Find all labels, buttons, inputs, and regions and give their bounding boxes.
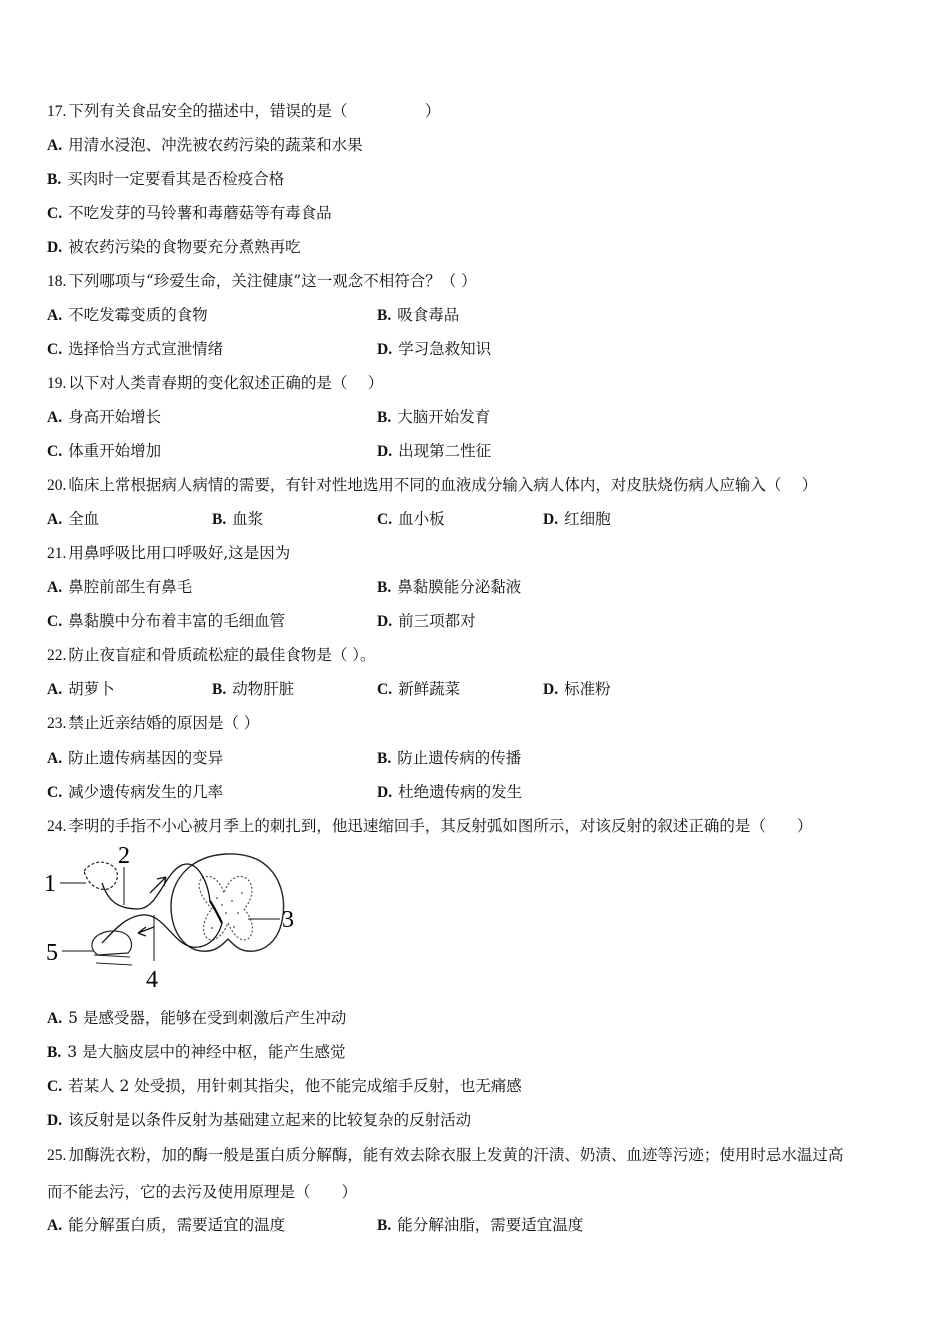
question-23-stem: 23. 禁止近亲结婚的原因是（ ） bbox=[47, 714, 260, 732]
q23-option-b: B. 防止遗传病的传播 bbox=[377, 749, 522, 767]
question-24-stem: 24. 李明的手指不小心被月季上的刺扎到，他迅速缩回手，其反射弧如图所示，对该反射的叙述正确的是（ ） bbox=[47, 817, 813, 835]
q25-option-b: B. 能分解油脂，需要适宜温度 bbox=[377, 1216, 584, 1234]
q21-option-d: D. 前三项都对 bbox=[377, 612, 476, 630]
figure-label-3: 3 bbox=[282, 907, 294, 933]
q24-option-a: A. 5 是感受器，能够在受到刺激后产生冲动 bbox=[47, 1009, 347, 1027]
q18-option-c: C. 选择恰当方式宣泄情绪 bbox=[47, 340, 224, 358]
q20-option-d: D. 红细胞 bbox=[543, 510, 611, 528]
q23-option-a: A. 防止遗传病基因的变异 bbox=[47, 749, 224, 767]
q22-option-d: D. 标准粉 bbox=[543, 680, 611, 698]
afferent-arrow-icon bbox=[150, 877, 166, 893]
q17-option-c: C. 不吃发芽的马铃薯和毒蘑菇等有毒食品 bbox=[47, 204, 332, 222]
q24-option-b: B. 3 是大脑皮层中的神经中枢，能产生感觉 bbox=[47, 1043, 346, 1061]
q19-option-b: B. 大脑开始发育 bbox=[377, 408, 491, 426]
q17-option-d: D. 被农药污染的食物要充分煮熟再吃 bbox=[47, 238, 301, 256]
q21-option-b: B. 鼻黏膜能分泌黏液 bbox=[377, 578, 522, 596]
q20-option-c: C. 血小板 bbox=[377, 510, 445, 528]
q17-option-a: A. 用清水浸泡、冲洗被农药污染的蔬菜和水果 bbox=[47, 136, 363, 154]
question-25-stem-continued: 而不能去污，它的去污及使用原理是（ ） bbox=[47, 1183, 358, 1201]
question-20-stem: 20. 临床上常根据病人病情的需要，有针对性地选用不同的血液成分输入病人体内，对皮肤烧伤病人应输入（ ） bbox=[47, 476, 818, 494]
efferent-arrow-icon bbox=[138, 927, 154, 936]
hand-effector bbox=[92, 931, 132, 955]
question-18-stem: 18. 下列哪项与“珍爱生命，关注健康”这一观念不相符合？（ ） bbox=[47, 272, 477, 290]
q20-option-b: B. 血浆 bbox=[212, 510, 264, 528]
question-19-stem: 19. 以下对人类青春期的变化叙述正确的是（ ） bbox=[47, 374, 384, 392]
q22-option-a: A. 胡萝卜 bbox=[47, 680, 115, 698]
figure-label-1: 1 bbox=[44, 871, 56, 897]
q21-option-c: C. 鼻黏膜中分布着丰富的毛细血管 bbox=[47, 612, 286, 630]
figure-label-5: 5 bbox=[46, 940, 58, 966]
figure-label-2: 2 bbox=[118, 843, 130, 869]
q17-option-b: B. 买肉时一定要看其是否检疫合格 bbox=[47, 170, 285, 188]
q24-option-d: D. 该反射是以条件反射为基础建立起来的比较复杂的反射活动 bbox=[47, 1111, 472, 1129]
q20-option-a: A. 全血 bbox=[47, 510, 100, 528]
q21-option-a: A. 鼻腔前部生有鼻毛 bbox=[47, 578, 193, 596]
q23-option-d: D. 杜绝遗传病的发生 bbox=[377, 783, 523, 801]
interneuron bbox=[210, 901, 222, 923]
figure-label-4: 4 bbox=[146, 967, 158, 993]
question-22-stem: 22. 防止夜盲症和骨质疏松症的最佳食物是（ ）。 bbox=[47, 646, 376, 664]
q25-option-a: A. 能分解蛋白质，需要适宜的温度 bbox=[47, 1216, 286, 1234]
q18-option-d: D. 学习急救知识 bbox=[377, 340, 492, 358]
question-25-stem: 25. 加酶洗衣粉，加的酶一般是蛋白质分解酶，能有效去除衣服上发黄的汗渍、奶渍、血迹等污迹；使用时忌水温过高 bbox=[47, 1146, 844, 1164]
q18-option-a: A. 不吃发霉变质的食物 bbox=[47, 306, 208, 324]
finger-receptor bbox=[84, 862, 117, 889]
q22-option-b: B. 动物肝脏 bbox=[212, 680, 295, 698]
q18-option-b: B. 吸食毒品 bbox=[377, 306, 460, 324]
q19-option-a: A. 身高开始增长 bbox=[47, 408, 162, 426]
question-17-stem: 17. 下列有关食品安全的描述中，错误的是（ ） bbox=[47, 102, 441, 120]
q23-option-c: C. 减少遗传病发生的几率 bbox=[47, 783, 224, 801]
spinal-cord-outline bbox=[171, 854, 284, 951]
q19-option-d: D. 出现第二性征 bbox=[377, 442, 492, 460]
q22-option-c: C. 新鲜蔬菜 bbox=[377, 680, 461, 698]
efferent-nerve bbox=[102, 915, 222, 947]
question-21-stem: 21. 用鼻呼吸比用口呼吸好,这是因为 bbox=[47, 544, 291, 562]
q19-option-c: C. 体重开始增加 bbox=[47, 442, 162, 460]
q24-option-c: C. 若某人 2 处受损，用针刺其指尖，他不能完成缩手反射，也无痛感 bbox=[47, 1077, 522, 1095]
reflex-arc-figure bbox=[42, 843, 302, 993]
